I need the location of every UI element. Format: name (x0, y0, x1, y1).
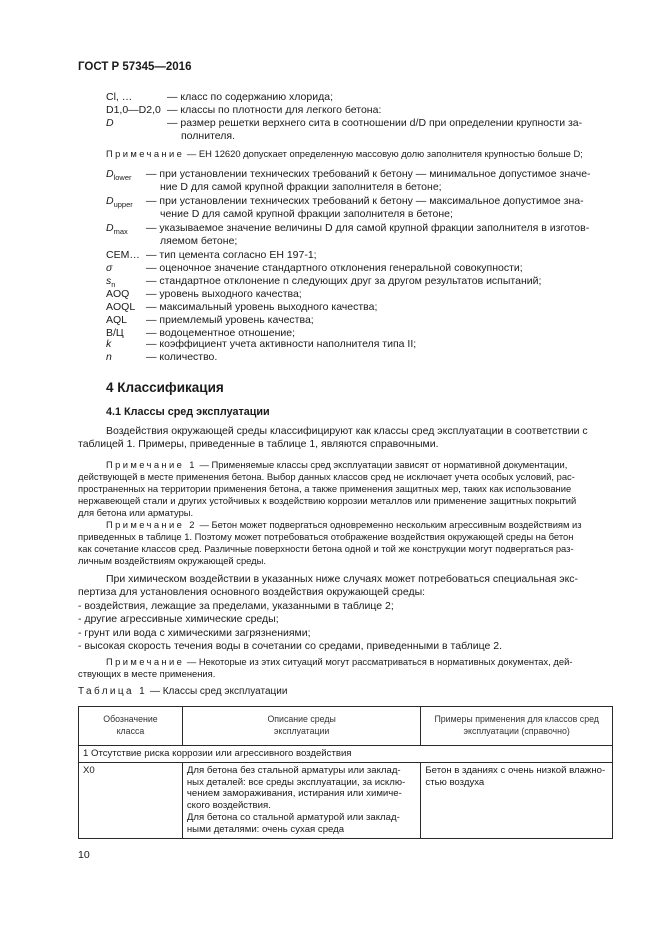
definition-text: — коэффициент учета активности наполнителя типа II; (146, 338, 417, 350)
document-header: ГОСТ Р 57345—2016 (78, 61, 192, 73)
definition-symbol: $D_{max}$ (106, 222, 128, 237)
note-text: — Бетон может подвергаться одновременно нескольким агрессивным воздействиям из (199, 519, 582, 530)
table-caption-label: Таблица 1 (78, 686, 148, 697)
chem-paragraph: При химическом воздействии в указанных ниже случаях может потребоваться специальная экс- пертиза для установления основного воздействия окружающей среды: (78, 573, 579, 599)
definition-text: — класс по содержанию хлорида; (167, 91, 333, 103)
list-item: - другие агрессивные химические среды; (78, 613, 279, 626)
table-row (79, 762, 613, 838)
subsection-title: 4.1 Классы сред эксплуатации (106, 406, 270, 418)
definition-text: — приемлемый уровень качества; (146, 314, 314, 326)
definition-symbol: В/Ц (106, 327, 124, 339)
table-header-row (79, 707, 613, 746)
definition-symbol: $D_{lower}$ (106, 168, 132, 183)
definition-symbol: k (106, 338, 112, 350)
note-label: Примечание 1 (106, 459, 197, 470)
list-item: - воздействия, лежащие за пределами, указанными в таблице 2; (78, 600, 394, 612)
note-text: — Применяемые классы сред эксплуатации зависят от нормативной документации, (199, 459, 568, 470)
definition-symbol: $D_{upper}$ (106, 195, 133, 210)
definition-text: — уровень выходного качества; (146, 288, 302, 300)
note-text: — Некоторые из этих ситуаций могут рассматриваться в нормативных документах, дей- (186, 656, 573, 667)
class-code: X0 (79, 762, 183, 838)
definition-symbol: AQL (106, 314, 128, 326)
definition-symbol: n (106, 351, 112, 363)
definition-text: — количество. (146, 351, 218, 363)
page-number: 10 (78, 849, 90, 861)
classes-table (78, 706, 613, 839)
definition-text: — при установлении технических требований к бетону — максимальное допустимое зна- чение D для самой крупной фракции заполнителя в бетоне; (146, 195, 584, 220)
header-description: Описание среды эксплуатации (182, 707, 421, 746)
definition-text: — при установлении технических требований к бетону — минимальное допустимое значе- ние D для самой крупной фракции заполнителя в бетоне; (146, 168, 591, 193)
definition-text: — максимальный уровень выходного качества; (146, 301, 378, 313)
definition-text: — размер решетки верхнего сита в соотношении d/D при определении крупности за- полнителя. (167, 117, 583, 142)
definition-symbol: σ (106, 262, 113, 274)
note-text: — ЕН 12620 допускает определенную массовую долю заполнителя крупностью больше D; (186, 148, 583, 159)
table-caption-text: — Классы сред эксплуатации (149, 686, 288, 697)
note-2: Примечание 2 — Бетон может подвергаться одновременно нескольким агрессивным воздействиям из приведенных в таблице 1. Поэтому может потребоваться отображение воздействия окружающей среды на бетон как сочетание классов сред. Различные поверхности бетона одной и той же конструкции могут подвергаться раз- личным воздействиям окружающей среды. (78, 519, 582, 566)
group-label: 1 Отсутствие риска коррозии или агрессивного воздействия (79, 746, 613, 763)
table-group-row (79, 746, 613, 763)
section-title: 4 Классификация (106, 380, 224, 395)
class-description: Для бетона без стальной арматуры или заклад- ных деталей: все среды эксплуатации, за исклю- чением замораживания, истирания или химиче- ского воздействия. Для бетона со стальной арматурой или заклад- ными деталями: очень сухая среда (182, 762, 421, 838)
list-item: - высокая скорость течения воды в сочетании со средами, приведенными в таблице 2. (78, 640, 503, 653)
note-1: Примечание 1 — Применяемые классы сред эксплуатации зависят от нормативной документации, действующей в месте применения бетона. Выбор данных классов сред не исключает учета особых условий, рас- пространенных на территории применения бетона, а также применения защитных мер, таких как использование нержавеющей стали и других устойчивых к воздействию коррозии металлов или применение защитных покрытий для бетона или арматуры. (78, 459, 577, 518)
intro-paragraph: Воздействия окружающей среды классифицируют как классы сред эксплуатации в соответствии с таблицей 1. Примеры, приведенные в таблице 1, являются справочными. (78, 425, 588, 451)
definition-symbol: Cl, … (106, 91, 133, 103)
note-label: Примечание 2 (106, 519, 197, 530)
definition-symbol: CEM… (106, 249, 140, 261)
definition-text: — тип цемента согласно ЕН 197-1; (146, 249, 317, 261)
note-label: Примечание (106, 656, 185, 667)
note-label: Примечание (106, 148, 185, 159)
definition-text: — указываемое значение величины D для самой крупной фракции заполнителя в изготов- ляемом бетоне; (146, 222, 590, 247)
definition-text: — оценочное значение стандартного отклонения генеральной совокупности; (146, 262, 523, 274)
class-example: Бетон в зданиях с очень низкой влажно- стью воздуха (421, 762, 613, 838)
bullet-list (78, 600, 613, 654)
list-item: - грунт или вода с химическими загрязнениями; (78, 626, 311, 639)
header-examples: Примеры применения для классов сред эксплуатации (справочно) (421, 707, 613, 746)
definition-symbol: AOQL (106, 301, 136, 313)
table-caption (78, 686, 287, 697)
header-designation: Обозначение класса (79, 707, 183, 746)
definition-symbol: D (106, 117, 114, 129)
definition-symbol: $s_n$ (106, 275, 116, 290)
definition-text: — водоцементное отношение; (146, 327, 295, 339)
note-3: Примечание — Некоторые из этих ситуаций могут рассматриваться в нормативных документах, дей- ствующих в месте применения. (78, 656, 573, 679)
definition-text: — классы по плотности для легкого бетона: (167, 104, 382, 116)
definition-text: — стандартное отклонение n следующих друг за другом результатов испытаний; (146, 275, 542, 287)
definition-symbol: D1,0—D2,0 (106, 104, 161, 116)
definition-symbol: AOQ (106, 288, 130, 300)
note-en12620 (106, 148, 583, 160)
